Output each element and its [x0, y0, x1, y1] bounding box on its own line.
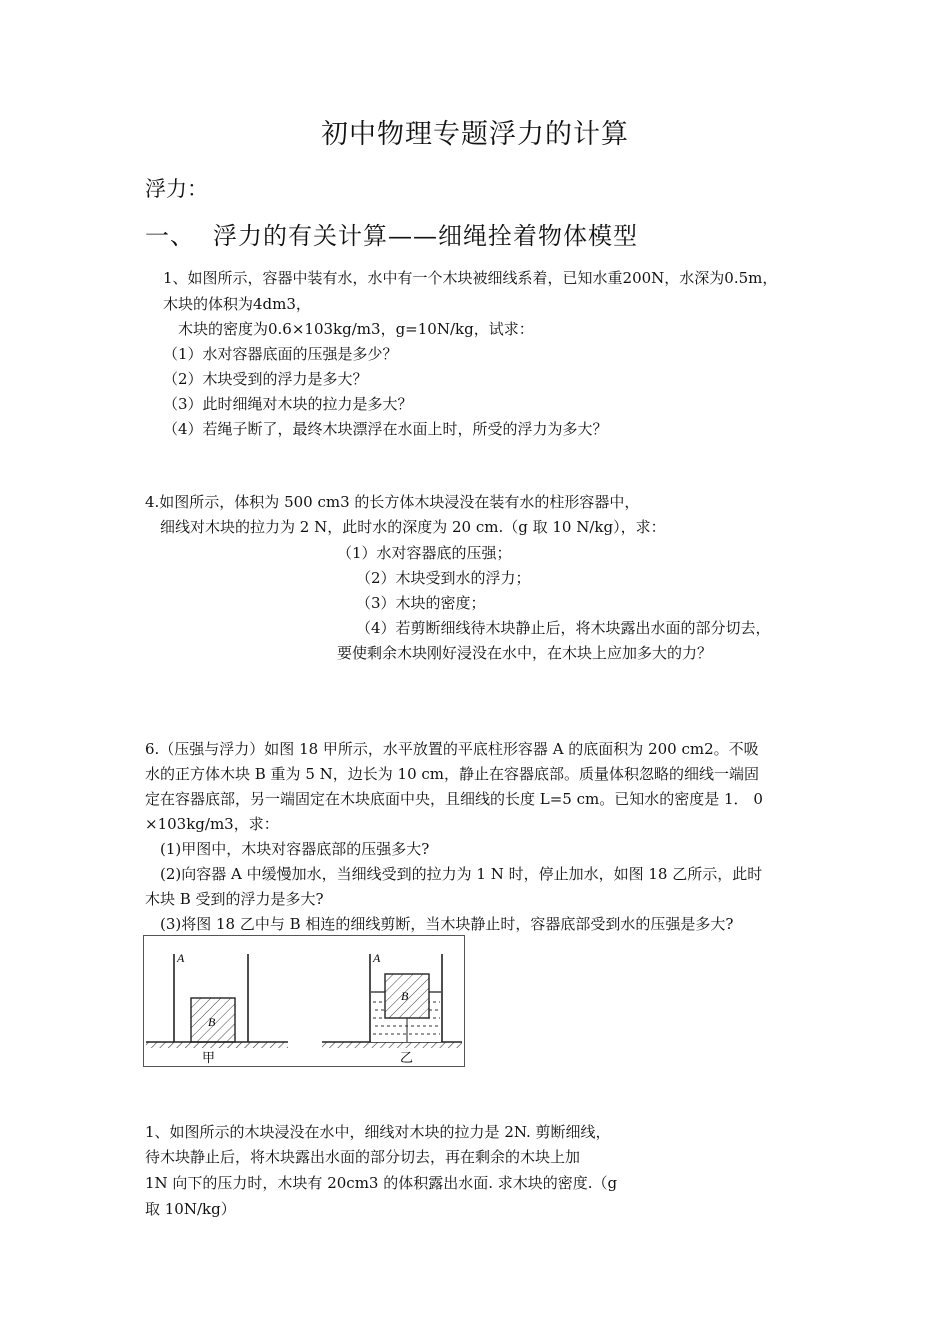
q1-sub-1: （1）水对容器底面的压强是多少？	[163, 345, 398, 363]
q7-line-3: 1N 向下的压力时，木块有 20cm3 的体积露出水面. 求木块的密度.（g	[145, 1174, 618, 1192]
q1-line-2: 木块的体积为4dm3，	[163, 295, 311, 313]
ground-right	[322, 1042, 462, 1048]
q7-line-2: 待木块静止后，将木块露出水面的部分切去，再在剩余的木块上加	[145, 1148, 581, 1166]
q4-line-1: 4.如图所示，体积为 500 cm3 的长方体木块浸没在装有水的柱形容器中，	[145, 493, 640, 511]
q4-line-2: 细线对木块的拉力为 2 N，此时水的深度为 20 cm.（g 取 10 N/kg），求：	[160, 518, 666, 536]
figure-18	[143, 935, 465, 1067]
label-b-right: B	[401, 989, 409, 1003]
subtitle: 浮力：	[145, 177, 208, 201]
q6-line-3: 定在容器底部，另一端固定在木块底面中央，且细线的长度 L=5 cm。已知水的密度是 1． 0	[145, 790, 763, 808]
page-title: 初中物理专题浮力的计算	[321, 119, 629, 150]
figure-18-drawing	[144, 936, 464, 1066]
label-a-right: A	[373, 951, 381, 965]
q4-sub-4: （4）若剪断细线待木块静止后，将木块露出水面的部分切去，	[356, 619, 771, 637]
q7-line-1: 1、如图所示的木块浸没在水中，细线对木块的拉力是 2N. 剪断细线，	[145, 1123, 611, 1141]
label-a-left: A	[177, 951, 185, 965]
label-b-left: B	[208, 1015, 216, 1029]
section-heading	[145, 216, 638, 251]
q4-sub-1: （1）水对容器底的压强；	[337, 544, 512, 562]
q6-line-1: 6.（压强与浮力）如图 18 甲所示，水平放置的平底柱形容器 A 的底面积为 200 cm2。不吸	[145, 740, 759, 758]
q4-sub-2: （2）木块受到水的浮力；	[356, 569, 531, 587]
section-title: 浮力的有关计算——细绳拴着物体模型	[213, 222, 638, 250]
q6-line-2: 水的正方体木块 B 重为 5 N，边长为 10 cm，静止在容器底部。质量体积忽略的细线一端固	[145, 765, 760, 783]
q1-sub-3: （3）此时细绳对木块的拉力是多大？	[163, 395, 413, 413]
caption-yi: 乙	[400, 1051, 414, 1066]
caption-jia: 甲	[202, 1051, 216, 1066]
q6-sub-2b: 木块 B 受到的浮力是多大?	[145, 890, 324, 908]
q6-line-4: ×103kg/m3，求：	[145, 815, 279, 833]
q4-sub-3: （3）木块的密度；	[356, 594, 486, 612]
ground-left	[146, 1042, 288, 1048]
q1-sub-4: （4）若绳子断了，最终木块漂浮在水面上时，所受的浮力为多大？	[163, 420, 608, 438]
q6-sub-1: (1)甲图中，木块对容器底部的压强多大?	[160, 840, 430, 858]
q6-sub-3: (3)将图 18 乙中与 B 相连的细线剪断，当木块静止时，容器底部受到水的压强是多大?	[160, 915, 734, 933]
q1-sub-2: （2）木块受到的浮力是多大？	[163, 370, 368, 388]
q7-line-4: 取 10N/kg）	[145, 1200, 236, 1218]
q6-sub-2a: (2)向容器 A 中缓慢加水，当细线受到的拉力为 1 N 时，停止加水，如图 18 乙所示，此时	[160, 865, 763, 883]
section-number: 一、	[145, 222, 195, 250]
q1-line-1: 1、如图所示，容器中装有水，水中有一个木块被细线系着，已知水重200N，水深为0.5m，	[163, 269, 778, 287]
q4-sub-5: 要使剩余木块刚好浸没在水中，在木块上应加多大的力？	[337, 644, 713, 662]
q1-line-3: 木块的密度为0.6×103kg/m3，g=10N/kg，试求：	[178, 320, 534, 338]
